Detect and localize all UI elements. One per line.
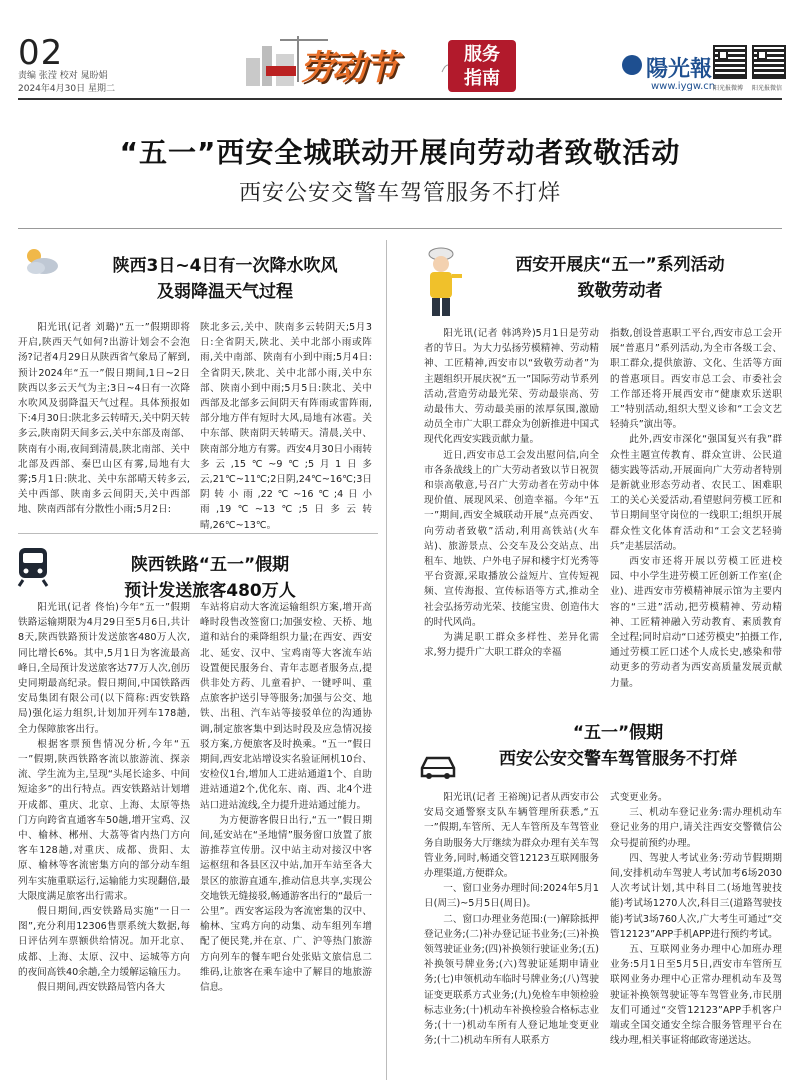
weather-body-col1: 阳光讯(记者 刘璐)“五一”假期即将开启,陕西天气如何?出游计划会不会泡汤?记者4月29日从陕西省气象局了解到,预计2024年“五一”假日期间,1日~2日陕西以多云天气为主;3日~4日有一次降水吹风及弱降温天气过程。具体预报如下:4月30日:陕北多云转晴天,关中阴天转多云,陕南阴天间多云,关中东部及南部、陕南有小雨,夜间到清晨,陕北南部、关中北部及西部、秦巴山区有雾,局地有大雾;5月1日:陕北、关中东部晴天转多云,关中西部、陕南多云间阴天,关中西部地、陕南西部有分散性小雨;5月2日:: [18, 322, 190, 516]
traffic-police-figure-icon: [418, 244, 464, 318]
qr1-caption: 阳光报微博: [713, 85, 744, 92]
traffic-article-title: “五一”假期 西安公安交警车驾管服务不打烊: [499, 723, 737, 769]
issue-date: 2024年4月30日 星期二: [18, 84, 115, 94]
weather-divider: [18, 533, 378, 534]
traffic-body-col2: 式变更业务。 三、机动车登记业务:需办理机动车登记业务的用户,请关注西安交警微信公众号提前预约办理。 四、驾驶人考试业务:劳动节假期期间,安排机动车驾驶人考试加考6场2030人次考试计划,其中科目二(场地驾驶技能)考试场1270人次,科目三(道路驾驶技能)考试3场760人次,广大考生可通过“交管12123”APP手机APP进行预约考试。 五、互联网业务办理中心加班办理业务:5月1日至5月5日,西安市车管所互联网业务办理中心正常办理机动车及驾驶证补换领驾驶证等车驾管业务,市民朋友们可通过“交管12123”APP手机客户端或全国交通安全综合服务管理平台在线办理,相关事证将邮政寄递送达。: [610, 792, 782, 1047]
headline-rule: [18, 228, 782, 229]
train-icon: [16, 546, 50, 588]
rail-body-col2: 车站将启动大客流运输组织方案,增开高峰时段售改签窗口;加强安检、天桥、地道和站台的乘降组织力量;在西安、西安北、延安、汉中、宝鸡南等大客流车站设置便民服务台、青年志愿者服务点,提供非处方药、儿童看护、一键呼叫、重点旅客护送引导等服务;加强与公交、地铁、出租、汽车站等接驳单位的沟通协调,制定旅客集中到达时段及应急情况接驳方案,方便旅客及时换乘。“五一”假日期间,西安北站增设实名验证闸机10台、安检仪1台,增加人工进站通道1个、自助进站通道2个,优化东、南、西、北4个进站口进站流线,全力提升进站通过能力。 为方便游客假日出行,“五一”假日期间,延安站在“圣地情”服务窗口放置了旅游推荐宣传册。汉中站主动对接汉中客运枢纽和各县区汉中站,加开车站至各大景区的旅游直通车,推动信息共享,实现公交地铁无缝接驳,畅通游客出行的“最后一公里”。西安客运段为客流密集的汉中、榆林、宝鸡方向的动集、动车组列车增配了便民凳,并在京、广、沪等热门旅游方向列车的餐车吧台处张贴文旅信息二维码,让旅客在乘车途中了解目的地旅游信息。: [200, 602, 372, 994]
editor-info: [18, 70, 115, 96]
car-icon: [418, 752, 458, 780]
newspaper-logo: 陽光報: [646, 56, 713, 82]
weather-body-col2: 陕北多云,关中、陕南多云转阴天;5月3日:全省阴天,陕北、关中北部小雨或阵雨,关中南部、陕南有小到中雨;5月4日:全省阴天,陕北、关中北部小雨,关中东部、陕南小到中雨;5月5日:陕北、关中西部及北部多云间阴天有阵雨或雷阵雨,部分地方伴有短时大风,局地有冰雹。关中东部、陕南阴天转晴天。清晨,关中、陕南部分地方有雾。西安4月30日小雨转多云,15℃~9℃;5月1日多云,21℃~11℃;2日阴,24℃~16℃;3日阴转小雨,22℃~16℃;4日小雨,19℃~13℃;5日多云转晴,26℃~13℃。: [200, 322, 372, 530]
celebrate-body-col2: 指数,创设普惠职工平台,西安市总工会开展“普惠月”系列活动,为全市各级工会、职工群众,提供旅游、文化、生活等方面的普惠项目。西安市总工会、市委社会工作部还将开展西安市“健康欢乐送职工”特别活动,组织大型义诊和“工会文艺轻骑兵”演出等。 此外,西安市深化“强国复兴有我”群众性主题宣传教育、群众宣讲、公民道德实践等活动,开展面向广大劳动者特别是新就业形态劳动者、农民工、困难职工的关心关爱活动,看望慰问劳模工匠和节日期间坚守岗位的一线职工;组织开展群众性文化体育活动和“工会文艺轻骑兵”走基层活动。 西安市还将开展以劳模工匠进校园、中小学生进劳模工匠创新工作室(企业)、进西安市劳模精神展示馆为主要内容的“三进”活动,把劳模精神、劳动精神、工匠精神融入劳动教育、素质教育全过程;同时启动“口述劳模史”拍摄工作,通过劳模工匠口述个人成长史,感染和带动更多的劳动者为西安高质量发展贡献力量。: [610, 328, 782, 689]
editors: 责编 张滢 校对 晁盼娟: [18, 71, 108, 81]
rail-article-title: 陕西铁路“五一”假期 预计发送旅客480万人: [124, 555, 296, 601]
section-tag: 服务 指南: [448, 40, 516, 92]
sun-cloud-icon: [20, 246, 60, 276]
wechat-qr-code-icon: [752, 45, 786, 79]
page-headline: “五一”西安全城联动开展向劳动者致敬活动: [119, 136, 681, 169]
weather-article-title: 陕西3日~4日有一次降水吹风 及弱降温天气过程: [112, 256, 338, 302]
website-url[interactable]: www.iygw.cn: [651, 81, 716, 92]
column-divider: [386, 240, 387, 1080]
masthead-rule: [18, 98, 782, 100]
celebrate-article-title: 西安开展庆“五一”系列活动 致敬劳动者: [515, 255, 725, 301]
rail-body-col1: 阳光讯(记者 佟怡)今年“五一”假期铁路运输期限为4月29日至5月6日,共计8天,陕西铁路预计发送旅客480万人次,同比增长6%。其中,5月1日为客流最高峰日,全局预计发送旅客达77万人次,创历史同期最高纪录。假日期间,中国铁路西安局集团有限公司(以下简称:西安铁路局)强化运力组织,计划加开列车178趟,全力保障旅客出行。 根据客票预售情况分析,今年“五一”假期,陕西铁路客流以旅游流、探亲流、学生流为主,呈现“头尾长途多、中间短途多”的出行特点。西安铁路站计划增开成都、重庆、北京、上海、太原等热门方向跨省直通客车50趟,增开宝鸡、汉中、榆林、郴州、大荔等省内热门方向客车128趟,对重庆、成都、贵阳、太原、榆林等客流密集方向的部分动车组列车实施重联运行,运输能力实现翻倍,最大限度满足旅客出行需求。 假日期间,西安铁路局实施“一日一图”,充分利用12306售票系统大数据,每日评估列车票额供给情况。加开北京、成都、上海、太原、汉中、运城等方向的夜间高铁40余趟,全力缓解运输压力。 假日期间,西安铁路局管内各大: [18, 602, 190, 994]
masthead: [0, 0, 800, 100]
page-number: 02: [18, 33, 64, 73]
section-title: 劳动节: [300, 48, 396, 88]
sun-logo-icon: [622, 55, 642, 75]
weibo-qr-code-icon: [713, 45, 747, 79]
page-subheadline: 西安公安交警车驾管服务不打烊: [238, 181, 561, 206]
celebrate-body-col1: 阳光讯(记者 韩鸿羚)5月1日是劳动者的节日。为大力弘扬劳模精神、劳动精神、工匠精神,西安市以“致敬劳动者”为主题组织开展庆祝“五一”国际劳动节系列活动,营造劳动最光荣、劳动最崇高、劳动最伟大、劳动最美丽的浓厚氛围,激励动员全市广大职工群众为创新推进中国式现代化西安实践贡献力量。 近日,西安市总工会发出慰问信,向全市各条战线上的广大劳动者致以节日祝贺和崇高敬意,号召广大劳动者在劳动中体现价值、展现风采、创造幸福。今年“五一”期间,西安全城联动开展“点亮西安、向劳动者致敬”活动,利用高铁站(火车站)、旅游景点、公交车及公交站点、出租车、地铁、户外电子屏和楼宇灯光秀等平台资源,采取播放公益短片、宣传短视频、宣传海报、宣传标语等方式,推动全社会弘扬劳动光荣、技能宝贵、创造伟大的时代风尚。 为满足职工群众多样性、差异化需求,努力提升广大职工群众的幸福: [424, 328, 599, 659]
traffic-body-col1: 阳光讯(记者 王裕琬)记者从西安市公安局交通警察支队车辆管理所获悉,“五一”假期,车管所、无人车管所及车驾管业务自助服务大厅继续为群众办理有关车驾管业务,同时,畅通交管12123互联网服务办理渠道,方便群众。 一、窗口业务办理时间:2024年5月1日(周三)~5月5日(周日)。 二、窗口办理业务范围:(一)解除抵押登记业务;(二)补办登记证书业务;(三)补换领驾驶证业务;(四)补换领行驶证业务;(五)补换领号牌业务;(六)驾驶证延期申请业务;(七)申领机动车临时号牌业务;(八)驾驶证变更联系方式业务;(九)免检车申领检验标志业务;(十)机动车补换检验合格标志业务;(十一)机动车所有人登记地址变更业务;(十二)机动车所有人联系方: [424, 792, 599, 1047]
qr2-caption: 阳光报微信: [752, 85, 783, 92]
